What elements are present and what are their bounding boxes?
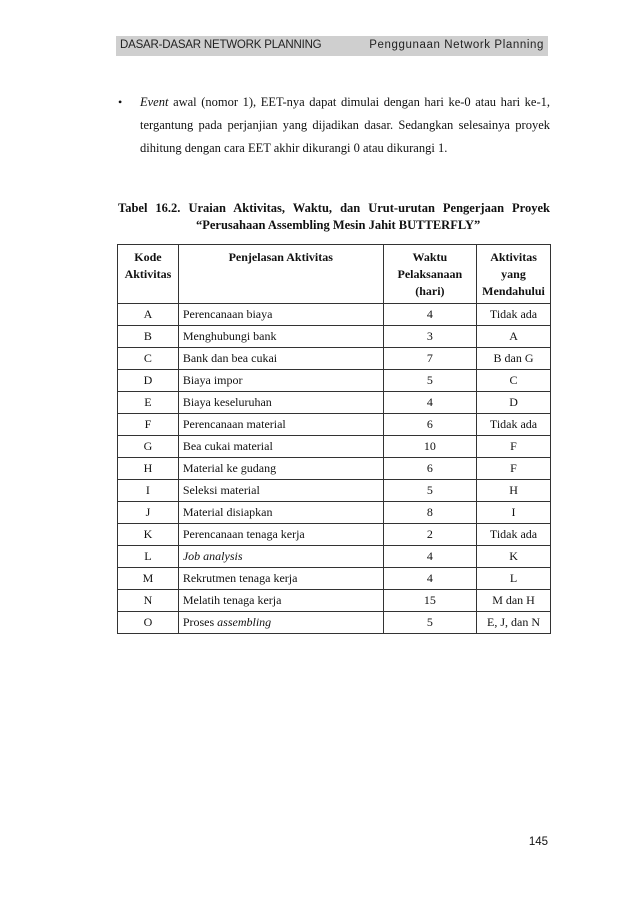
table-row	[118, 546, 551, 568]
cell-description: Biaya keseluruhan	[178, 392, 383, 414]
header-predecessors: Aktivitas yang Mendahului	[477, 245, 551, 304]
cell-duration: 10	[383, 436, 476, 458]
cell-description: Proses assembling	[178, 612, 383, 634]
bullet-term: Event	[140, 95, 169, 109]
cell-duration: 4	[383, 546, 476, 568]
bullet-icon: •	[118, 95, 123, 109]
cell-description: Bea cukai material	[178, 436, 383, 458]
cell-code: B	[118, 326, 179, 348]
table-row	[118, 414, 551, 436]
cell-description: Material ke gudang	[178, 458, 383, 480]
table-row	[118, 370, 551, 392]
cell-predecessors: A	[477, 326, 551, 348]
cell-duration: 6	[383, 414, 476, 436]
activity-table	[117, 244, 551, 634]
cell-description: Perencanaan tenaga kerja	[178, 524, 383, 546]
header-description: Penjelasan Aktivitas	[178, 245, 383, 304]
cell-predecessors: Tidak ada	[477, 304, 551, 326]
cell-code: N	[118, 590, 179, 612]
cell-duration: 6	[383, 458, 476, 480]
cell-description: Material disiapkan	[178, 502, 383, 524]
table-row	[118, 568, 551, 590]
table-row	[118, 326, 551, 348]
cell-duration: 3	[383, 326, 476, 348]
table-row	[118, 436, 551, 458]
table-row	[118, 458, 551, 480]
cell-duration: 8	[383, 502, 476, 524]
cell-code: H	[118, 458, 179, 480]
table-row	[118, 612, 551, 634]
running-header	[116, 36, 548, 56]
bullet-text	[140, 91, 550, 160]
table-row	[118, 502, 551, 524]
cell-predecessors: C	[477, 370, 551, 392]
cell-predecessors: K	[477, 546, 551, 568]
bullet-paragraph	[118, 91, 550, 160]
cell-code: O	[118, 612, 179, 634]
cell-code: K	[118, 524, 179, 546]
cell-code: G	[118, 436, 179, 458]
cell-code: M	[118, 568, 179, 590]
table-row	[118, 348, 551, 370]
table-row	[118, 304, 551, 326]
cell-duration: 4	[383, 392, 476, 414]
cell-description: Menghubungi bank	[178, 326, 383, 348]
cell-predecessors: H	[477, 480, 551, 502]
cell-duration: 15	[383, 590, 476, 612]
cell-predecessors: F	[477, 436, 551, 458]
cell-description: Perencanaan biaya	[178, 304, 383, 326]
cell-description: Rekrutmen tenaga kerja	[178, 568, 383, 590]
cell-code: J	[118, 502, 179, 524]
cell-description: Seleksi material	[178, 480, 383, 502]
table-body	[118, 304, 551, 634]
cell-code: C	[118, 348, 179, 370]
cell-code: E	[118, 392, 179, 414]
cell-code: L	[118, 546, 179, 568]
cell-duration: 5	[383, 370, 476, 392]
header-duration: Waktu Pelaksanaan (hari)	[383, 245, 476, 304]
table-row	[118, 392, 551, 414]
cell-predecessors: B dan G	[477, 348, 551, 370]
cell-predecessors: Tidak ada	[477, 414, 551, 436]
cell-description: Perencanaan material	[178, 414, 383, 436]
cell-predecessors: D	[477, 392, 551, 414]
table-caption	[118, 200, 550, 234]
table-caption-line1: Tabel 16.2. Uraian Aktivitas, Waktu, dan Urut-urutan Pengerjaan Proyek	[118, 201, 550, 215]
table-row	[118, 480, 551, 502]
cell-description: Biaya impor	[178, 370, 383, 392]
header-chapter-title: Penggunaan Network Planning	[369, 39, 544, 51]
cell-duration: 5	[383, 612, 476, 634]
cell-predecessors: M dan H	[477, 590, 551, 612]
cell-description: Job analysis	[178, 546, 383, 568]
table-caption-line2: “Perusahaan Assembling Mesin Jahit BUTTERFLY”	[196, 218, 481, 232]
cell-code: D	[118, 370, 179, 392]
cell-predecessors: E, J, dan N	[477, 612, 551, 634]
header-book-title: DASAR-DASAR NETWORK PLANNING	[120, 39, 322, 51]
cell-code: I	[118, 480, 179, 502]
cell-description: Melatih tenaga kerja	[178, 590, 383, 612]
bullet-body: awal (nomor 1), EET-nya dapat dimulai dengan hari ke-0 atau hari ke-1, tergantung pada perjanjian yang dijadikan dasar. Sedangkan selesainya proyek dihitung dengan cara EET akhir dikurangi 0 atau dikurangi 1.	[140, 95, 550, 155]
header-code: Kode Aktivitas	[118, 245, 179, 304]
cell-duration: 7	[383, 348, 476, 370]
cell-predecessors: F	[477, 458, 551, 480]
cell-predecessors: L	[477, 568, 551, 590]
cell-predecessors: I	[477, 502, 551, 524]
cell-code: A	[118, 304, 179, 326]
cell-duration: 5	[383, 480, 476, 502]
cell-duration: 2	[383, 524, 476, 546]
cell-code: F	[118, 414, 179, 436]
cell-predecessors: Tidak ada	[477, 524, 551, 546]
table-row	[118, 590, 551, 612]
cell-duration: 4	[383, 568, 476, 590]
cell-description: Bank dan bea cukai	[178, 348, 383, 370]
table-header-row	[118, 245, 551, 304]
table-row	[118, 524, 551, 546]
page-number: 145	[528, 836, 548, 848]
cell-duration: 4	[383, 304, 476, 326]
